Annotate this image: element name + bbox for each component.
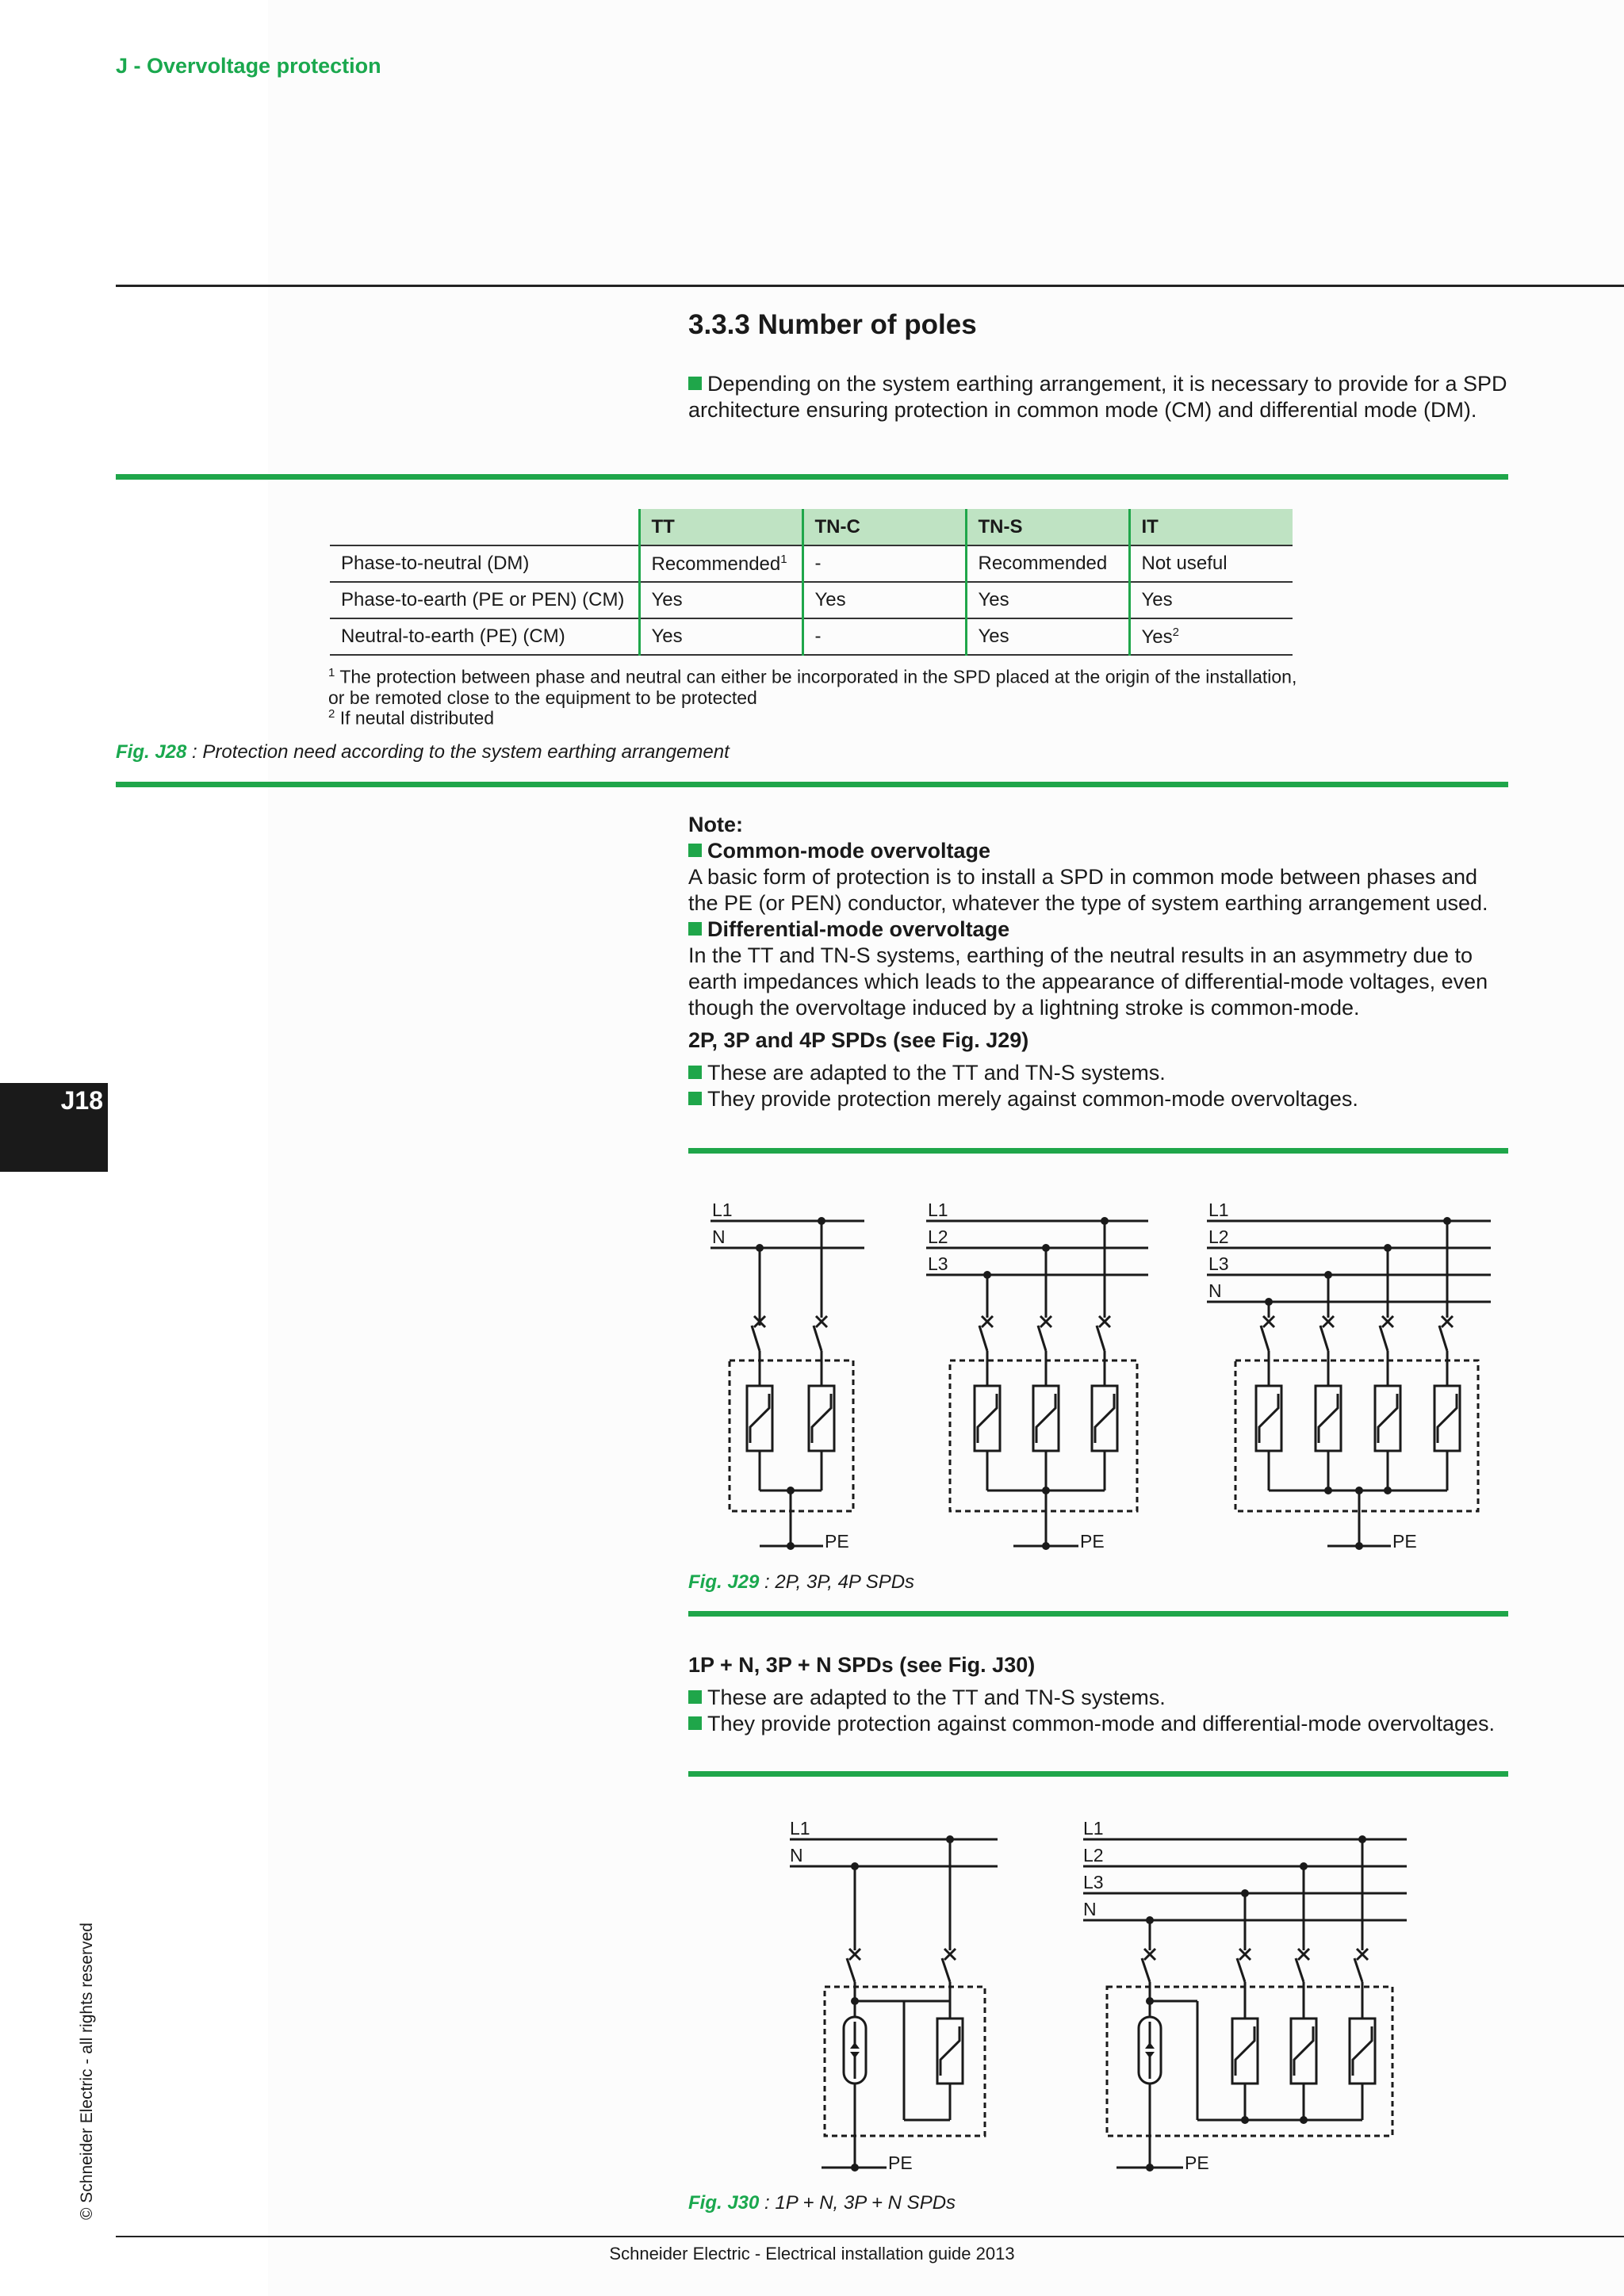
fig-j29-2p-x-marks xyxy=(754,1316,827,1327)
label-n: N xyxy=(1083,1899,1097,1919)
bullet-square-icon xyxy=(688,1066,702,1079)
label-l1: L1 xyxy=(790,1818,810,1839)
footnote-text: If neutal distributed xyxy=(339,707,495,729)
bullet-text: These are adapted to the TT and TN-S systems. xyxy=(707,1061,1166,1085)
label-n: N xyxy=(712,1226,726,1247)
table-cell: Yes xyxy=(639,582,802,618)
footer-rule xyxy=(116,2236,1624,2237)
table-cell: Yes xyxy=(639,618,802,655)
bullet-square-icon xyxy=(688,1092,702,1105)
green-divider xyxy=(116,474,1508,480)
row-label: Neutral-to-earth (PE) (CM) xyxy=(330,618,639,655)
label-l2: L2 xyxy=(1208,1226,1229,1247)
table-cell: Yes xyxy=(1129,582,1293,618)
fig-j29-3p xyxy=(926,1221,1148,1546)
chapter-header: J - Overvoltage protection xyxy=(116,54,381,78)
section2-heading: 1P + N, 3P + N SPDs (see Fig. J30) xyxy=(688,1653,1036,1677)
bullet-text: They provide protection against common-mode and differential-mode overvoltages. xyxy=(707,1712,1496,1735)
bullet-square-icon xyxy=(688,377,702,390)
footnote-ref: 2 xyxy=(1172,625,1179,639)
table-footnote-1 xyxy=(328,663,1304,708)
fig-j29-2p xyxy=(710,1221,864,1546)
fig-j29-4p-x-marks xyxy=(1263,1316,1453,1327)
table-cell: Not useful xyxy=(1129,545,1293,582)
section-intro xyxy=(688,371,1513,423)
label-pe: PE xyxy=(825,1531,849,1552)
row-label: Phase-to-neutral (DM) xyxy=(330,545,639,582)
table-cell: Yes xyxy=(802,582,966,618)
footnote-marker: 2 xyxy=(328,707,335,721)
fig-j29-diagram xyxy=(688,1189,1513,1570)
label-l1: L1 xyxy=(1208,1200,1229,1220)
cm-title-text: Common-mode overvoltage xyxy=(707,839,991,863)
section2-bullet-1 xyxy=(688,1685,1513,1711)
table-cell: Yes xyxy=(966,582,1129,618)
footer-text: Schneider Electric - Electrical installation guide 2013 xyxy=(609,2244,1015,2263)
table-cell xyxy=(639,545,802,582)
fig-j29-4p xyxy=(1207,1221,1491,1546)
table-col-header: TT xyxy=(639,509,802,545)
label-l2: L2 xyxy=(1083,1845,1104,1866)
label-pe: PE xyxy=(1185,2152,1209,2173)
cm-text: A basic form of protection is to install a SPD in common mode between phases and the PE (or PEN) conductor, whatever the type of system earthing arrangement used. xyxy=(688,865,1488,915)
spd-bullet-1 xyxy=(688,1060,1513,1086)
table-col-header: IT xyxy=(1129,509,1293,545)
label-n: N xyxy=(790,1845,803,1866)
dm-title-text: Differential-mode overvoltage xyxy=(707,917,1010,941)
label-pe: PE xyxy=(1392,1531,1417,1552)
table-cell xyxy=(1129,618,1293,655)
spd-heading: 2P, 3P and 4P SPDs (see Fig. J29) xyxy=(688,1028,1029,1052)
dm-text: In the TT and TN-S systems, earthing of the neutral results in an asymmetry due to earth impedances which leads to the appearance of differential-mode voltages, even though the overvoltage induced by a lightning stroke is common-mode. xyxy=(688,943,1488,1020)
row-label: Phase-to-earth (PE or PEN) (CM) xyxy=(330,582,639,618)
table-row xyxy=(330,545,1293,582)
bullet-text: These are adapted to the TT and TN-S systems. xyxy=(707,1686,1166,1709)
fig-j29-3p-x-marks xyxy=(982,1316,1110,1327)
bullet-square-icon xyxy=(688,1690,702,1704)
caption-label: Fig. J29 xyxy=(688,1571,760,1593)
footnote-text: The protection between phase and neutral can either be incorporated in the SPD placed at the origin of the installation, or be remoted close to the equipment to be protected xyxy=(328,666,1297,708)
label-pe: PE xyxy=(1080,1531,1105,1552)
note-heading: Note: xyxy=(688,813,743,836)
label-l3: L3 xyxy=(1208,1253,1229,1274)
fig-j30-labels xyxy=(790,1818,1209,2173)
figure-caption-j28 xyxy=(116,741,730,763)
label-l1: L1 xyxy=(928,1200,948,1220)
table-cell: Recommended xyxy=(966,545,1129,582)
bullet-square-icon xyxy=(688,844,702,857)
table-row xyxy=(330,582,1293,618)
caption-text: : 2P, 3P, 4P SPDs xyxy=(759,1571,915,1593)
label-pe: PE xyxy=(888,2152,913,2173)
cm-title xyxy=(688,838,1513,864)
page-tab xyxy=(0,1083,108,1172)
cell-text: Yes xyxy=(1141,626,1173,648)
label-l1: L1 xyxy=(1083,1818,1104,1839)
figure-caption-j30 xyxy=(688,2192,956,2214)
label-l1: L1 xyxy=(712,1200,733,1220)
green-divider xyxy=(688,1148,1508,1154)
footnote-marker: 1 xyxy=(328,666,335,679)
fig-j30-diagram xyxy=(688,1808,1513,2188)
page-tab-label: J18 xyxy=(60,1086,103,1115)
section-title: 3.3.3 Number of poles xyxy=(688,309,977,340)
spd-section-2 xyxy=(688,1652,1513,1737)
caption-label: Fig. J28 xyxy=(116,741,187,763)
label-l3: L3 xyxy=(1083,1872,1104,1892)
fig-j30-3pn-x-marks xyxy=(1144,1949,1368,1960)
protection-table xyxy=(330,509,1293,656)
caption-label: Fig. J30 xyxy=(688,2192,760,2214)
label-n: N xyxy=(1208,1280,1222,1301)
caption-text: : Protection need according to the system earthing arrangement xyxy=(186,741,730,763)
header-rule xyxy=(116,285,1624,287)
table-header-row xyxy=(330,509,1293,545)
bullet-text: They provide protection merely against common-mode overvoltages. xyxy=(707,1087,1358,1111)
spd-bullet-2 xyxy=(688,1086,1513,1112)
note-block xyxy=(688,812,1513,1112)
bullet-square-icon xyxy=(688,922,702,936)
green-divider xyxy=(116,782,1508,787)
dm-title xyxy=(688,916,1513,943)
table-row xyxy=(330,618,1293,655)
figure-caption-j29 xyxy=(688,1571,914,1594)
bullet-square-icon xyxy=(688,1716,702,1730)
fig-j29-labels xyxy=(712,1200,1417,1552)
fig-j30-1pn xyxy=(790,1839,998,2168)
caption-text: : 1P + N, 3P + N SPDs xyxy=(759,2192,956,2214)
fig-j30-1pn-x-marks xyxy=(849,1949,956,1960)
table-cell: - xyxy=(802,545,966,582)
green-divider xyxy=(688,1771,1508,1777)
section2-bullet-2 xyxy=(688,1711,1513,1737)
table-cell: Yes xyxy=(966,618,1129,655)
table-col-header: TN-S xyxy=(966,509,1129,545)
label-l2: L2 xyxy=(928,1226,948,1247)
table-col-header: TN-C xyxy=(802,509,966,545)
cell-text: Recommended xyxy=(651,553,781,575)
footnote-ref: 1 xyxy=(780,552,787,566)
table-cell: - xyxy=(802,618,966,655)
section-intro-text: Depending on the system earthing arrangement, it is necessary to provide for a SPD architecture ensuring protection in common mode (CM) and differential mode (DM). xyxy=(688,372,1507,422)
copyright-text: © Schneider Electric - all rights reserved xyxy=(78,1923,96,2220)
label-l3: L3 xyxy=(928,1253,948,1274)
green-divider xyxy=(688,1611,1508,1617)
table-footnote-2 xyxy=(328,704,494,729)
table-corner xyxy=(330,509,639,545)
